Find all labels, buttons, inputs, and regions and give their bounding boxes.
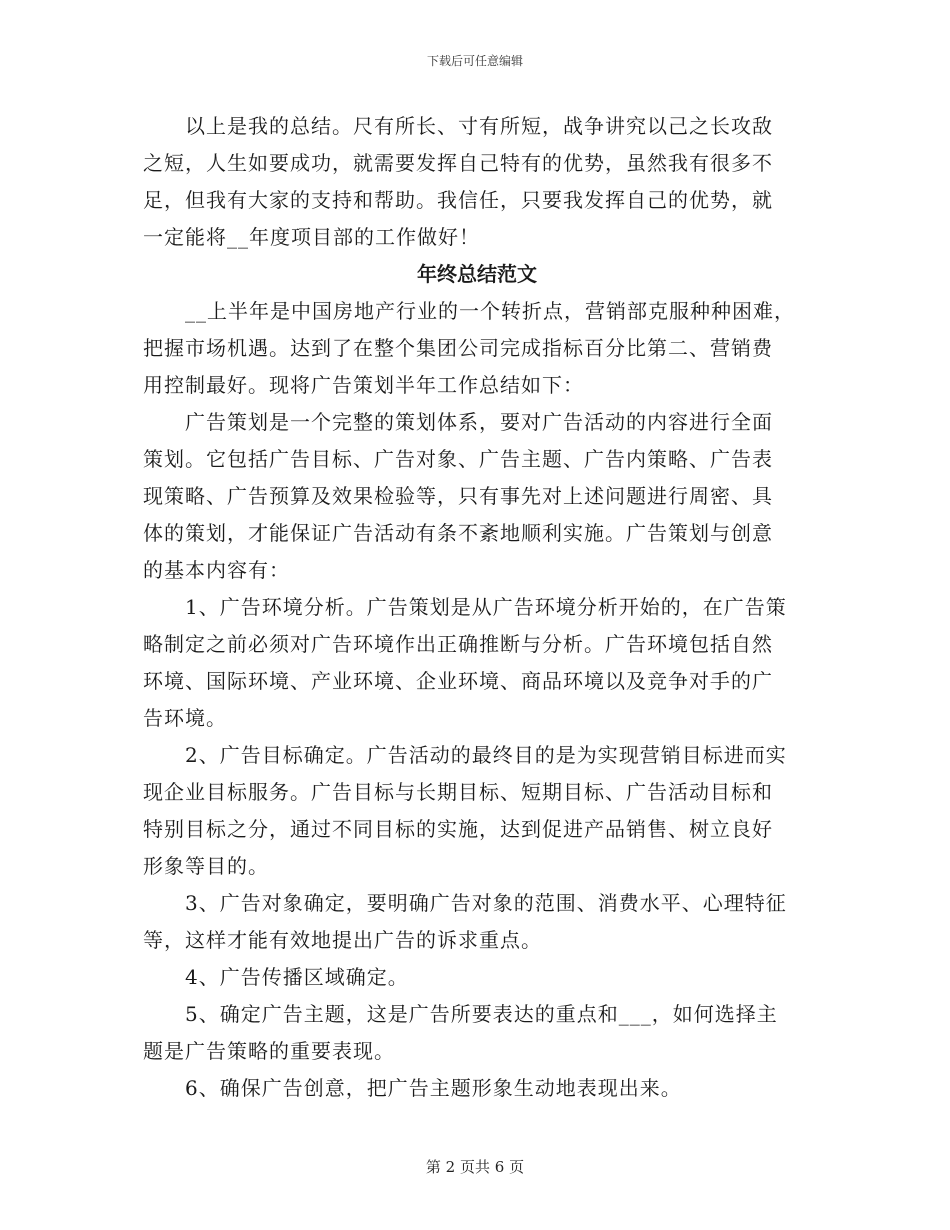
text-line: 等，这样才能有效地提出广告的诉求重点。 [143, 928, 542, 952]
text-line: __上半年是中国房地产行业的一个转折点，营销部克服种种困难， [143, 299, 795, 323]
text-line: 之短，人生如要成功，就需要发挥自己特有的优势，虽然我有很多不 [143, 151, 773, 175]
text-line: 现策略、广告预算及效果检验等，只有事先对上述问题进行周密、具 [143, 484, 773, 508]
document-body [143, 108, 811, 1107]
page-header: 下载后可任意编辑 [426, 54, 523, 68]
text-line: 3、广告对象确定，要明确广告对象的范围、消费水平、心理特征 [143, 891, 787, 915]
text-line: 2、广告目标确定。广告活动的最终目的是为实现营销目标进而实 [143, 743, 787, 767]
text-line: 1、广告环境分析。广告策划是从广告环境分析开始的，在广告策 [143, 595, 787, 619]
text-line: 以上是我的总结。尺有所长、寸有所短，战争讲究以己之长攻敌 [143, 114, 773, 138]
text-line: 5、确定广告主题，这是广告所要表达的重点和___，如何选择主 [143, 1002, 778, 1026]
section-title: 年终总结范文 [417, 262, 537, 286]
text-line: 把握市场机遇。达到了在整个集团公司完成指标百分比第二、营销费 [143, 336, 773, 360]
text-line: 告环境。 [143, 706, 227, 730]
text-line: 6、确保广告创意，把广告主题形象生动地表现出来。 [143, 1076, 682, 1100]
text-line: 用控制最好。现将广告策划半年工作总结如下： [143, 373, 584, 397]
text-line: 策划。它包括广告目标、广告对象、广告主题、广告内策略、广告表 [143, 447, 773, 471]
text-line: 4、广告传播区域确定。 [143, 965, 409, 989]
text-line: 一定能将__年度项目部的工作做好！ [143, 225, 480, 249]
text-line: 体的策划，才能保证广告活动有条不紊地顺利实施。广告策划与创意 [143, 521, 773, 545]
page-number: 第 2 页共 6 页 [425, 1158, 525, 1176]
text-line: 略制定之前必须对广告环境作出正确推断与分析。广告环境包括自然 [143, 632, 773, 656]
text-line: 题是广告策略的重要表现。 [143, 1039, 395, 1063]
text-line: 形象等目的。 [143, 854, 269, 878]
text-line: 的基本内容有： [143, 558, 290, 582]
text-line: 环境、国际环境、产业环境、企业环境、商品环境以及竞争对手的广 [143, 669, 773, 693]
text-line: 广告策划是一个完整的策划体系，要对广告活动的内容进行全面 [143, 410, 773, 434]
text-line: 现企业目标服务。广告目标与长期目标、短期目标、广告活动目标和 [143, 780, 773, 804]
text-line: 足，但我有大家的支持和帮助。我信任，只要我发挥自己的优势，就 [143, 188, 773, 212]
text-line: 特别目标之分，通过不同目标的实施，达到促进产品销售、树立良好 [143, 817, 773, 841]
